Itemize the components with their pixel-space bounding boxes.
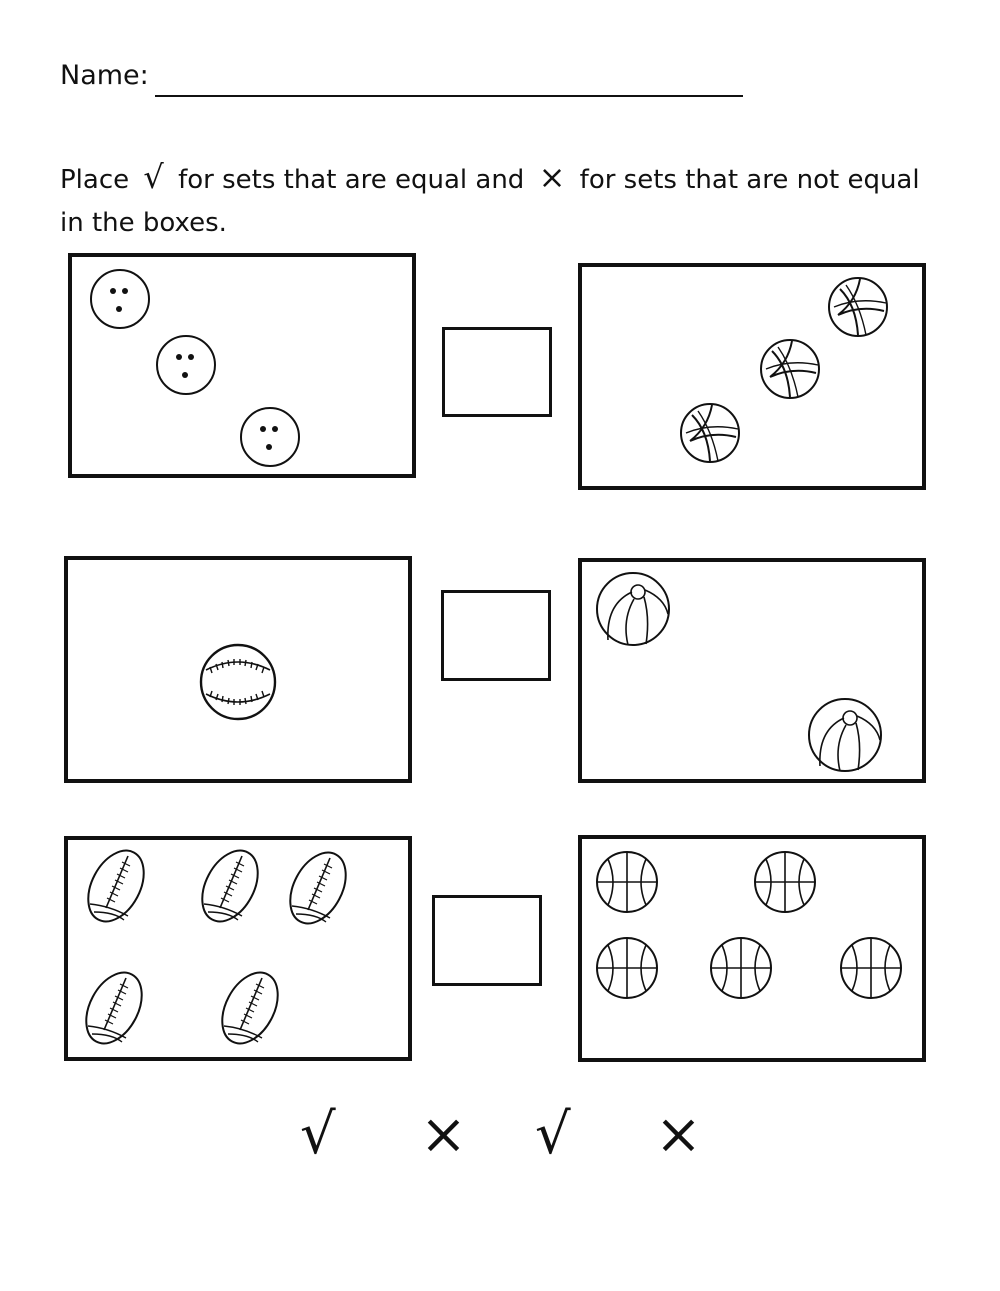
choice-check-1[interactable]: √ xyxy=(300,1102,336,1167)
name-field[interactable] xyxy=(155,95,743,97)
choice-cross-2[interactable]: × xyxy=(655,1102,702,1167)
basketball-icon xyxy=(752,849,818,915)
volleyball-icon xyxy=(678,401,742,465)
answer-box-row2[interactable] xyxy=(441,590,551,681)
check-symbol: √ xyxy=(143,158,164,196)
set-box-row3-left xyxy=(64,836,412,1061)
football-icon xyxy=(214,968,286,1048)
football-icon xyxy=(282,848,354,928)
instructions xyxy=(60,156,940,245)
name-label: Name: xyxy=(60,60,149,91)
set-box-row2-left xyxy=(64,556,412,783)
button-icon xyxy=(88,267,152,331)
basketball-icon xyxy=(708,935,774,1001)
cross-symbol: × xyxy=(538,158,566,196)
set-box-row3-right xyxy=(578,835,926,1062)
instructions-part1: Place xyxy=(60,165,130,195)
football-icon xyxy=(194,846,266,926)
answer-box-row3[interactable] xyxy=(432,895,542,986)
answer-choices xyxy=(0,1100,1000,1180)
beach-ball-icon xyxy=(594,570,672,648)
volleyball-icon xyxy=(758,337,822,401)
set-box-row1-left xyxy=(68,253,416,478)
basketball-icon xyxy=(594,935,660,1001)
football-icon xyxy=(80,846,152,926)
volleyball-icon xyxy=(826,275,890,339)
choice-cross-1[interactable]: × xyxy=(420,1102,467,1167)
button-icon xyxy=(238,405,302,469)
football-icon xyxy=(78,968,150,1048)
baseball-icon xyxy=(198,642,278,722)
instructions-part3: for sets that are not equal in the boxes. xyxy=(60,165,920,238)
choice-check-2[interactable]: √ xyxy=(535,1102,571,1167)
answer-box-row1[interactable] xyxy=(442,327,552,417)
instructions-part2: for sets that are equal and xyxy=(178,165,525,195)
basketball-icon xyxy=(594,849,660,915)
beach-ball-icon xyxy=(806,696,884,774)
button-icon xyxy=(154,333,218,397)
set-box-row1-right xyxy=(578,263,926,490)
basketball-icon xyxy=(838,935,904,1001)
set-box-row2-right xyxy=(578,558,926,783)
